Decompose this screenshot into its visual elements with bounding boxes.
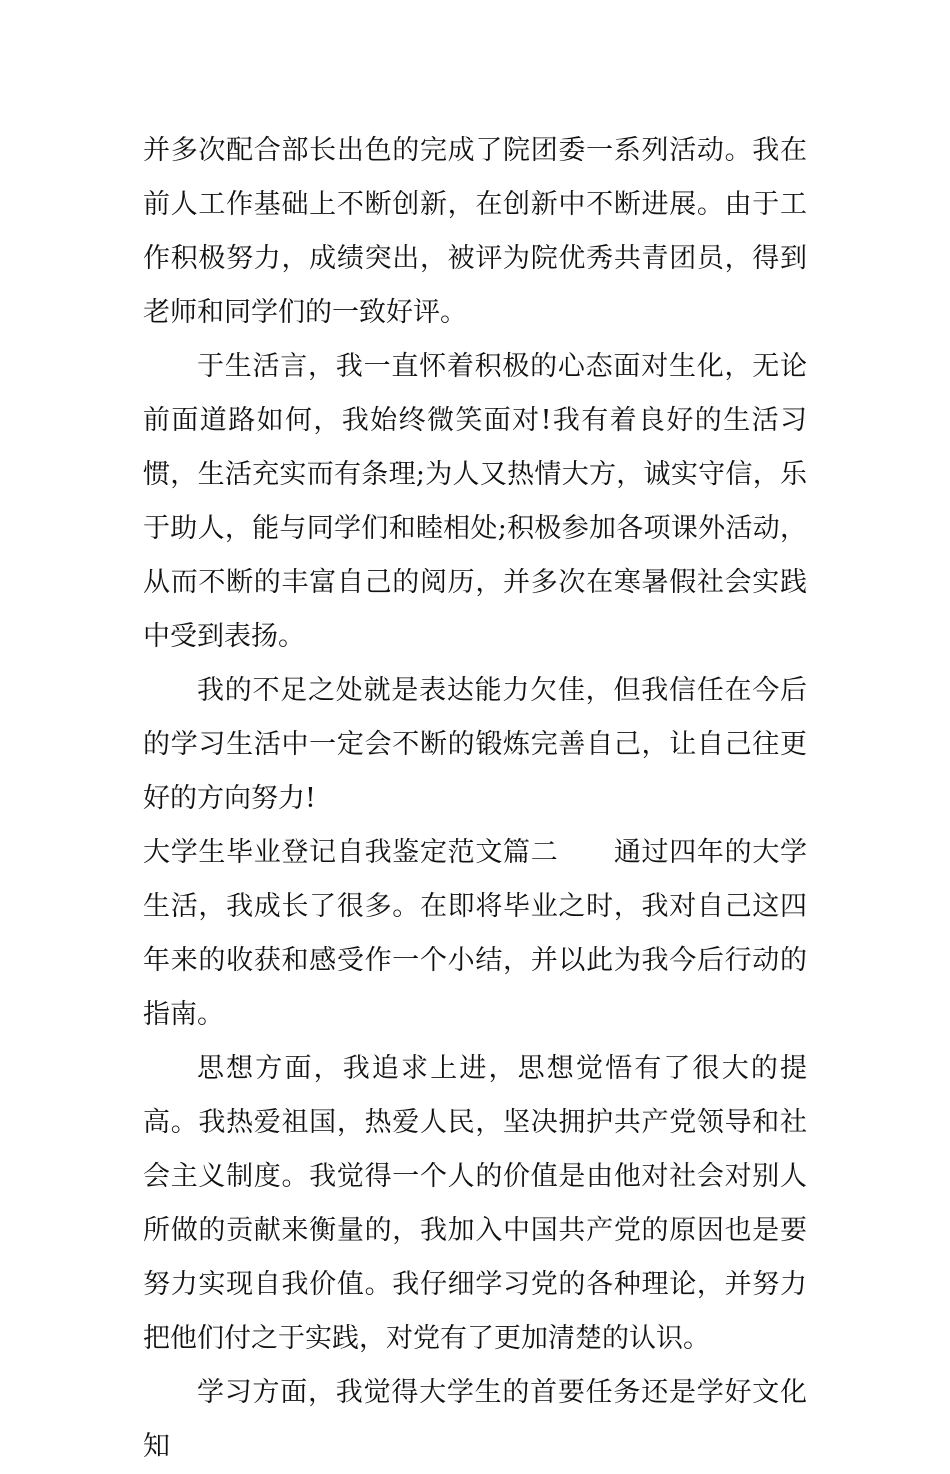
section-title: 大学生毕业登记自我鉴定范文篇二 <box>143 837 559 868</box>
paragraph-life: 于生活言，我一直怀着积极的心态面对生化，无论前面道路如何，我始终微笑面对!我有着良好的生活习惯，生活充实而有条理;为人又热情大方，诚实守信，乐于助人，能与同学们和睦相处;积极参加各项课外活动，从而不断的丰富自己的阅历，并多次在寒暑假社会实践中受到表扬。 <box>143 351 807 652</box>
paragraph-thought: 思想方面，我追求上进，思想觉悟有了很大的提高。我热爱祖国，热爱人民，坚决拥护共产党领导和社会主义制度。我觉得一个人的价值是由他对社会对别人所做的贡献来衡量的，我加入中国共产党的原因也是要努力实现自我价值。我仔细学习党的各种理论，并努力把他们付之于实践，对党有了更加清楚的认识。 <box>143 1053 807 1354</box>
section-intro: 通过四年的大学生活，我成长了很多。在即将毕业之时，我对自己这四年来的收获和感受作一个小结，并以此为我今后行动的指南。 <box>143 837 808 1030</box>
paragraph-study: 学习方面，我觉得大学生的首要任务还是学好文化知 <box>143 1377 807 1462</box>
paragraph-work: 并多次配合部长出色的完成了院团委一系列活动。我在前人工作基础上不断创新，在创新中不断进展。由于工作积极努力，成绩突出，被评为院优秀共青团员，得到老师和同学们的一致好评。 <box>143 135 807 328</box>
paragraph-shortcoming: 我的不足之处就是表达能力欠佳，但我信任在今后的学习生活中一定会不断的锻炼完善自己，让自己往更好的方向努力! <box>143 675 807 814</box>
section-two <box>143 826 807 1042</box>
document-body <box>143 124 807 1474</box>
section-gap <box>558 837 613 868</box>
